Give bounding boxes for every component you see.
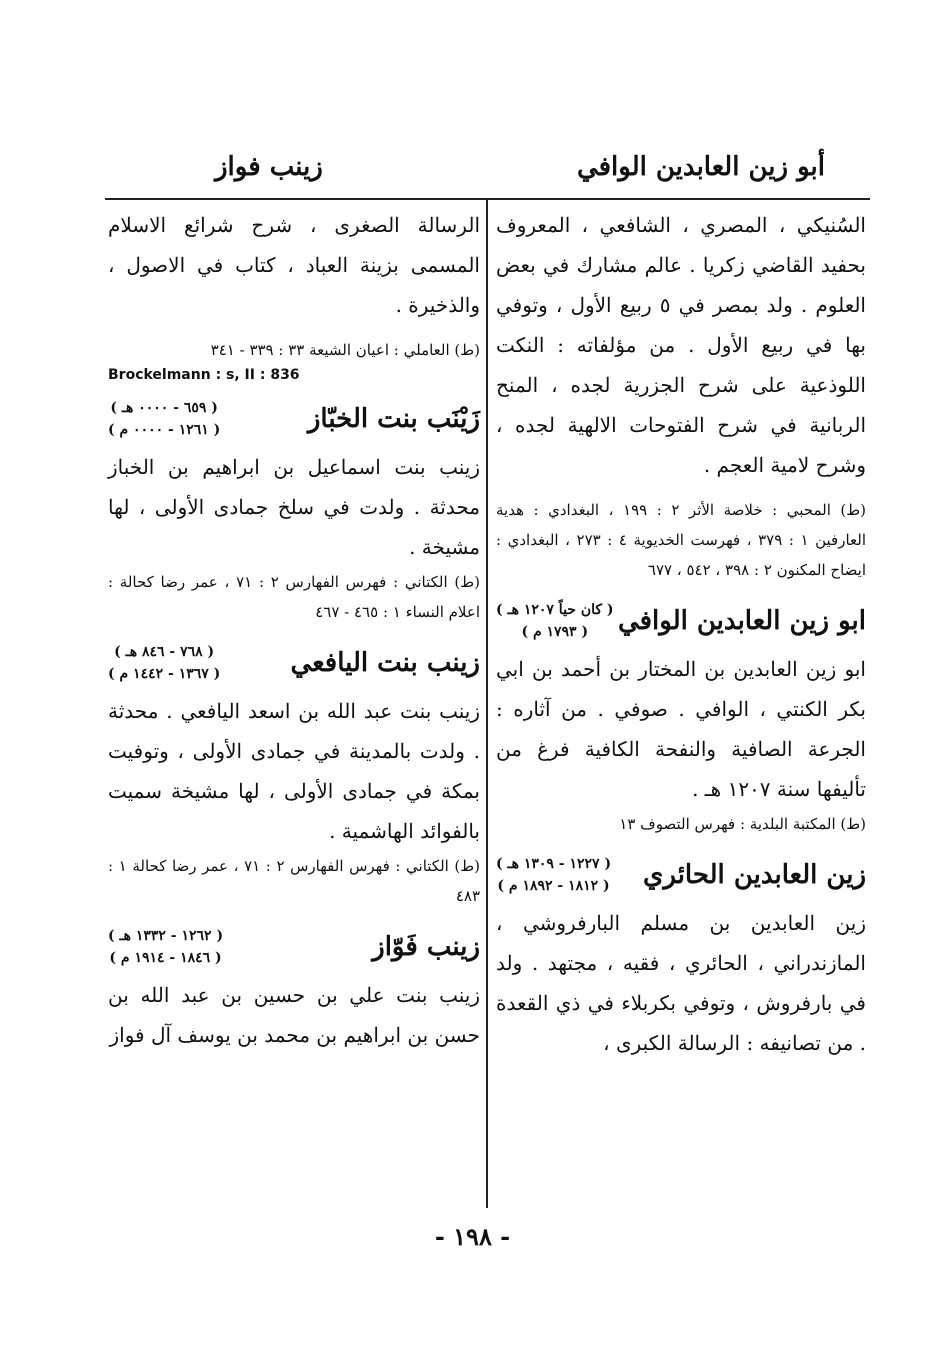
entry-dates: [108, 641, 220, 685]
entry-heading: [496, 599, 866, 643]
entry-text: زينب بنت علي بن حسين بن عبد الله بن حسن بن ابراهيم بن محمد بن يوسف آل فواز: [108, 983, 480, 1047]
gregorian-date: ( ١٨١٢ - ١٨٩٢ م ): [497, 878, 610, 894]
entry-heading: [108, 641, 480, 685]
running-header-right: أبو زين العابدين الوافي: [576, 152, 825, 182]
entry-references: (ط) الكتاني : فهرس الفهارس ٢ : ٧١ ، عمر رضا كحالة : اعلام النساء ١ : ٤٦٥ - ٤٦٧: [108, 573, 480, 621]
hijri-date: ( ٦٥٩ - ٠٠٠٠ هـ ): [110, 400, 218, 416]
running-header-left: زينب فواز: [215, 152, 323, 182]
continued-paragraph: الرسالة الصغرى ، شرح شرائع الاسلام المسمى بزينة العباد ، كتاب في الاصول ، والذخيرة .: [108, 213, 480, 317]
references: (ط) العاملي : اعيان الشيعة ٣٣ : ٣٣٩ - ٣٤١: [210, 341, 480, 359]
entry-references: (ط) الكتاني : فهرس الفهارس ٢ : ٧١ ، عمر رضا كحالة ١ : ٤٨٣: [108, 857, 480, 905]
entry-dates: [108, 397, 220, 441]
gregorian-date: ( ١٢٦١ - ٠٠٠٠ م ): [108, 422, 221, 438]
entry-heading: [496, 853, 866, 897]
entry-name: زينب فَوّاز: [372, 932, 480, 962]
references: (ط) المحبي : خلاصة الأثر ٢ : ١٩٩ ، البغدادي : هدية العارفين ١ : ٣٧٩ ، فهرست الخديوية ٤ : ٢٧٣ ، البغدادي : ايضاح المكنون ٢ : ٣٩٨ ، ٥٤٢ ، ٦٧٧: [496, 501, 866, 579]
entry-text: زينب بنت اسماعيل بن ابراهيم بن الخباز محدثة . ولدت في سلخ جمادى الأولى ، لها مشيخة .: [108, 455, 480, 559]
page-number: - ١٩٨ -: [434, 1222, 511, 1251]
entry-name: ابو زين العابدين الوافي: [617, 606, 866, 636]
column-divider: [486, 198, 488, 1208]
entry-text: ابو زين العابدين بن المختار بن أحمد بن ابي بكر الكنتي ، الوافي . صوفي . من آثاره : الجرعة الصافية والنفحة الكافية فرغ من تأليفها سنة ١٢٠٧ هـ .: [496, 657, 866, 801]
entry-text: زين العابدين بن مسلم البارفروشي ، المازندراني ، الحائري ، فقيه ، مجتهد . ولد في بارفروش ، وتوفي بكربلاء في ذي القعدة . من تصانيفه : الرسالة الكبرى ،: [496, 911, 866, 1055]
entry-heading: [108, 397, 480, 441]
hijri-date: ( كان حياً ١٢٠٧ هـ ): [496, 602, 614, 618]
gregorian-date: ( ١٧٩٣ م ): [521, 624, 589, 640]
entry-name: زين العابدين الحائري: [643, 860, 866, 890]
hijri-date: ( ١٢٢٧ - ١٣٠٩ هـ ): [496, 856, 612, 872]
entry-references: (ط) المكتبة البلدية : فهرس التصوف ١٣: [619, 815, 866, 833]
hijri-date: ( ٧٦٨ - ٨٤٦ هـ ): [114, 644, 215, 660]
right-column: [496, 205, 866, 1063]
hijri-date: ( ١٢٦٢ - ١٣٣٢ هـ ): [108, 928, 224, 944]
latin-reference: Brockelmann : s, II : 836: [108, 367, 300, 383]
entry-heading: [108, 925, 480, 969]
gregorian-date: ( ١٨٤٦ - ١٩١٤ م ): [109, 950, 222, 966]
entry-dates: [496, 853, 611, 897]
entry-name: زينب بنت اليافعي: [290, 648, 480, 678]
entry-text: زينب بنت عبد الله بن اسعد اليافعي . محدثة . ولدت بالمدينة في جمادى الأولى ، وتوفيت بمكة في جمادى الأولى ، لها مشيخة سميت بالفوائد الهاشمية .: [108, 699, 480, 843]
left-column: [108, 205, 480, 1055]
entry-name: زَيْنَب بنت الخبّاز: [307, 404, 480, 434]
gregorian-date: ( ١٣٦٧ - ١٤٤٢ م ): [108, 666, 221, 682]
continued-paragraph: السُنيكي ، المصري ، الشافعي ، المعروف بحفيد القاضي زكريا . عالم مشارك في بعض العلوم . ولد بمصر في ٥ ربيع الأول ، وتوفي بها في ربيع الأول . من مؤلفاته : النكت اللوذعية على شرح الجزرية لجده ، المنح الربانية في شرح الفتوحات الالهية لجده ، وشرح لامية العجم .: [496, 213, 866, 477]
entry-dates: [108, 925, 223, 969]
entry-dates: [496, 599, 614, 643]
